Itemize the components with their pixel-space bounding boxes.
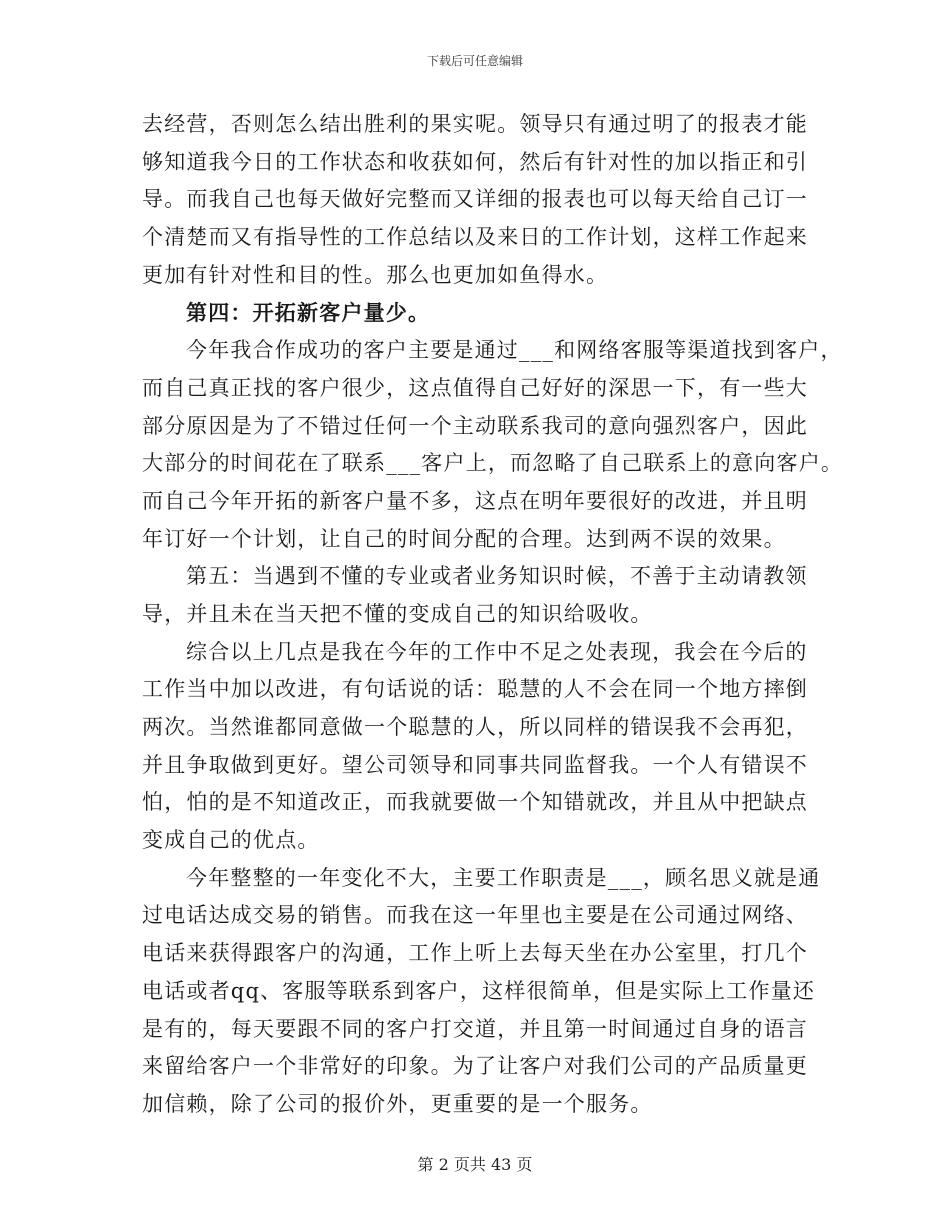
text-line: 去经营，否则怎么结出胜利的果实呢。领导只有通过明了的报表才能 (142, 112, 808, 136)
text-line: 工作当中加以改进，有句话说的话：聪慧的人不会在同一个地方摔倒 (142, 677, 808, 702)
text-line: 两次。当然谁都同意做一个聪慧的人，所以同样的错误我不会再犯， (142, 715, 808, 739)
text-line: 导，并且未在当天把不懂的变成自己的知识给吸收。 (142, 601, 653, 626)
text-line: 变成自己的优点。 (142, 828, 320, 853)
text-line: 今年我合作成功的客户主要是通过___和网络客服等渠道找到客户， (186, 338, 843, 363)
text-line: 怕，怕的是不知道改正，而我就要做一个知错就改，并且从中把缺点 (142, 790, 808, 815)
document-body (142, 106, 844, 1124)
text-line: 部分原因是为了不错过任何一个主动联系我司的意向强烈客户，因此 (142, 413, 808, 438)
page-header: 下载后可任意编辑 (426, 54, 523, 68)
text-line: 电话或者qq、客服等联系到客户，这样很简单，但是实际上工作量还 (142, 978, 816, 1003)
page-footer: 第 2 页共 43 页 (417, 1155, 533, 1174)
text-line: 并且争取做到更好。望公司领导和同事共同监督我。一个人有错误不 (142, 752, 808, 777)
text-line: 导。而我自己也每天做好完整而又详细的报表也可以每天给自己订一 (142, 187, 808, 212)
section-heading: 第四：开拓新客户量少。 (186, 300, 431, 326)
text-line: 加信赖，除了公司的报价外，更重要的是一个服务。 (142, 1091, 653, 1116)
text-line: 今年整整的一年变化不大，主要工作职责是___，顾名思义就是通 (186, 865, 821, 890)
text-line: 电话来获得跟客户的沟通，工作上听上去每天坐在办公室里，打几个 (142, 941, 808, 966)
text-line: 够知道我今日的工作状态和收获如何，然后有针对性的加以指正和引 (142, 149, 808, 174)
text-line: 来留给客户一个非常好的印象。为了让客户对我们公司的产品质量更 (142, 1054, 808, 1079)
text-line: 年订好一个计划，让自己的时间分配的合理。达到两不误的效果。 (142, 526, 786, 551)
text-line: 而自己今年开拓的新客户量不多，这点在明年要很好的改进，并且明 (142, 488, 808, 513)
text-line: 而自己真正找的客户很少，这点值得自己好好的深思一下，有一些大 (142, 375, 808, 400)
text-line: 大部分的时间花在了联系___客户上，而忽略了自己联系上的意向客户。 (142, 451, 844, 476)
text-line: 过电话达成交易的销售。而我在这一年里也主要是在公司通过网络、 (142, 903, 808, 928)
text-line: 个清楚而又有指导性的工作总结以及来日的工作计划，这样工作起来 (142, 225, 808, 250)
text-line: 第五：当遇到不懂的专业或者业务知识时候，不善于主动请教领 (186, 564, 808, 589)
text-line: 综合以上几点是我在今年的工作中不足之处表现，我会在今后的 (186, 639, 808, 664)
text-line: 是有的，每天要跟不同的客户打交道，并且第一时间通过自身的语言 (142, 1016, 808, 1041)
text-line: 更加有针对性和目的性。那么也更加如鱼得水。 (142, 262, 609, 287)
